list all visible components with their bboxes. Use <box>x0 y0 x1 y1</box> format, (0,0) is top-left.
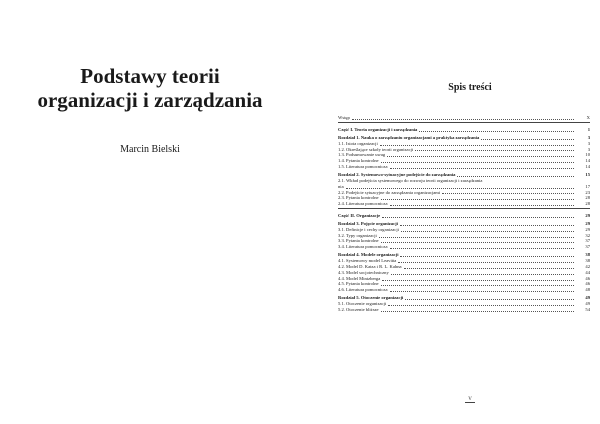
toc-leader-dots <box>398 259 574 263</box>
toc-title: Spis treści <box>448 82 492 93</box>
toc-entry-page: 14 <box>585 158 590 164</box>
toc-entry-label: 4.4. Model Mintzberga <box>338 275 381 281</box>
toc-leader-dots <box>390 288 575 292</box>
toc-entry-label: Rozdział 3. Pojęcie organizacji <box>338 221 398 227</box>
toc-entry-page: 46 <box>585 275 590 281</box>
toc-part <box>338 213 590 219</box>
toc-entry-page: 49 <box>585 301 590 307</box>
toc-entry-label: 3.2. Typy organizacji <box>338 232 377 238</box>
toc-entry-page: 23 <box>585 189 590 195</box>
toc-entry-page: 32 <box>585 232 590 238</box>
toc-entry-page: 49 <box>585 295 590 301</box>
toc-entry-label: nia <box>338 183 344 189</box>
toc-entry-label: 2.1. Wkład podejścia systemowego do rozwoju teorii organizacji i zarządzania <box>338 177 483 183</box>
toc-entry-page: 1 <box>587 126 590 132</box>
toc-leader-dots <box>391 271 574 275</box>
toc-entry-page: 48 <box>585 287 590 293</box>
toc-entry-page: 38 <box>585 252 590 258</box>
toc-entry-label: 1.5. Literatura pomocnicza <box>338 163 388 169</box>
table-of-contents <box>338 115 590 313</box>
toc-leader-dots <box>381 239 574 243</box>
toc-separator <box>338 122 590 123</box>
toc-entry-page: 42 <box>585 264 590 270</box>
toc-entry-page: 29 <box>585 212 590 218</box>
toc-entry-page: 37 <box>585 238 590 244</box>
toc-entry <box>338 307 590 313</box>
toc-entry-page: 14 <box>585 163 590 169</box>
toc-entry <box>338 287 590 293</box>
toc-entry-page: 54 <box>585 307 590 313</box>
toc-entry-page: 3 <box>587 146 590 152</box>
toc-entry <box>338 201 590 207</box>
toc-leader-dots <box>481 136 574 140</box>
toc-entry-page: 28 <box>585 201 590 207</box>
toc-entry-label: 5.1. Otoczenie organizacji <box>338 301 387 307</box>
toc-entry-label: Rozdział 1. Nauka o zarządzaniu organizacjami a praktyka zarządzania <box>338 134 480 140</box>
toc-leader-dots <box>390 202 575 206</box>
toc-entry-label: 2.3. Pytania kontrolne <box>338 195 379 201</box>
toc-leader-dots <box>352 116 574 120</box>
toc-entry-page: 3 <box>587 134 590 140</box>
toc-leader-dots <box>401 228 574 232</box>
toc-entry-label: 1.2. Określające szkoły teorii organizacji <box>338 146 414 152</box>
toc-leader-dots <box>381 196 574 200</box>
author-name: Marcin Bielski <box>120 144 180 155</box>
toc-entry <box>338 115 590 121</box>
book-title-line-2: organizacji i zarządzania <box>37 88 263 112</box>
toc-leader-dots <box>380 142 574 146</box>
toc-entry-label: 4.6. Literatura pomocnicza <box>338 287 388 293</box>
toc-entry-label: 2.2. Podejście sytuacyjne do zarządzania organizacjami <box>338 189 441 195</box>
toc-entry-label: Rozdział 2. Systemowo-sytuacyjne podejście do zarządzania <box>338 172 456 178</box>
toc-entry-label: 2.4. Literatura pomocnicza <box>338 201 388 207</box>
toc-separator <box>338 208 590 209</box>
page-number-label: V <box>465 397 475 403</box>
toc-leader-dots <box>405 296 574 300</box>
toc-leader-dots <box>400 222 574 226</box>
toc-leader-dots <box>457 173 574 177</box>
page-number <box>300 397 600 402</box>
right-page <box>300 0 600 424</box>
toc-leader-dots <box>387 153 574 157</box>
toc-entry-page: 3 <box>587 140 590 146</box>
toc-leader-dots <box>381 308 574 312</box>
toc-entry-label: 1.1. Istota organizacji <box>338 140 378 146</box>
toc-leader-dots <box>382 277 574 281</box>
toc-entry-label: 1.4. Pytania kontrolne <box>338 158 379 164</box>
book-title-line-1: Podstawy teorii <box>80 64 220 88</box>
book-title <box>20 64 280 112</box>
toc-entry-label: 3.4. Literatura pomocnicza <box>338 244 388 250</box>
toc-leader-dots <box>390 245 575 249</box>
toc-entry-page: 17 <box>585 183 590 189</box>
toc-entry <box>338 244 590 250</box>
toc-leader-dots <box>390 165 575 169</box>
toc-entry-label: 4.1. Systemowy model Leavitta <box>338 258 397 264</box>
toc-entry-page: 28 <box>585 195 590 201</box>
toc-entry-label: 1.3. Podsumowanie uwag <box>338 152 386 158</box>
toc-entry-label: 4.3. Model socjotechniczny <box>338 269 389 275</box>
toc-entry-page: 15 <box>585 172 590 178</box>
toc-entry-label: Część II. Organizacje <box>338 212 381 218</box>
toc-entry-label: 3.1. Definicje i cechy organizacji <box>338 226 399 232</box>
toc-leader-dots <box>442 190 574 194</box>
toc-entry-label: Rozdział 5. Otoczenie organizacji <box>338 295 404 301</box>
toc-entry-label: 4.5. Pytania kontrolne <box>338 281 379 287</box>
toc-leader-dots <box>388 302 574 306</box>
toc-entry-page: 10 <box>585 152 590 158</box>
toc-leader-dots <box>415 147 574 151</box>
toc-entry-label: 3.3. Pytania kontrolne <box>338 238 379 244</box>
toc-entry-label: 5.2. Otoczenie bliższe <box>338 307 379 313</box>
toc-entry-page: 46 <box>585 281 590 287</box>
toc-leader-dots <box>381 282 574 286</box>
toc-leader-dots <box>404 265 574 269</box>
toc-part <box>338 127 590 133</box>
toc-entry-page: 29 <box>585 221 590 227</box>
toc-entry-page: X <box>586 115 590 120</box>
toc-entry-label: Część I. Teoria organizacji i zarządzania <box>338 126 418 132</box>
toc-entry-label: Wstęp <box>338 115 350 120</box>
toc-entry-label: Rozdział 4. Modele organizacji <box>338 252 399 258</box>
toc-leader-dots <box>381 159 574 163</box>
toc-leader-dots <box>346 185 574 189</box>
toc-entry-page: 29 <box>585 226 590 232</box>
toc-leader-dots <box>379 234 574 238</box>
toc-entry-label: 4.2. Model D. Katza i R. L. Kahna <box>338 264 402 270</box>
toc-entry-page: 44 <box>585 269 590 275</box>
toc-entry-page: 38 <box>585 258 590 264</box>
toc-entry-page: 37 <box>585 244 590 250</box>
toc-leader-dots <box>382 214 574 218</box>
toc-leader-dots <box>400 253 574 257</box>
toc-entry <box>338 164 590 170</box>
toc-leader-dots <box>419 128 574 132</box>
